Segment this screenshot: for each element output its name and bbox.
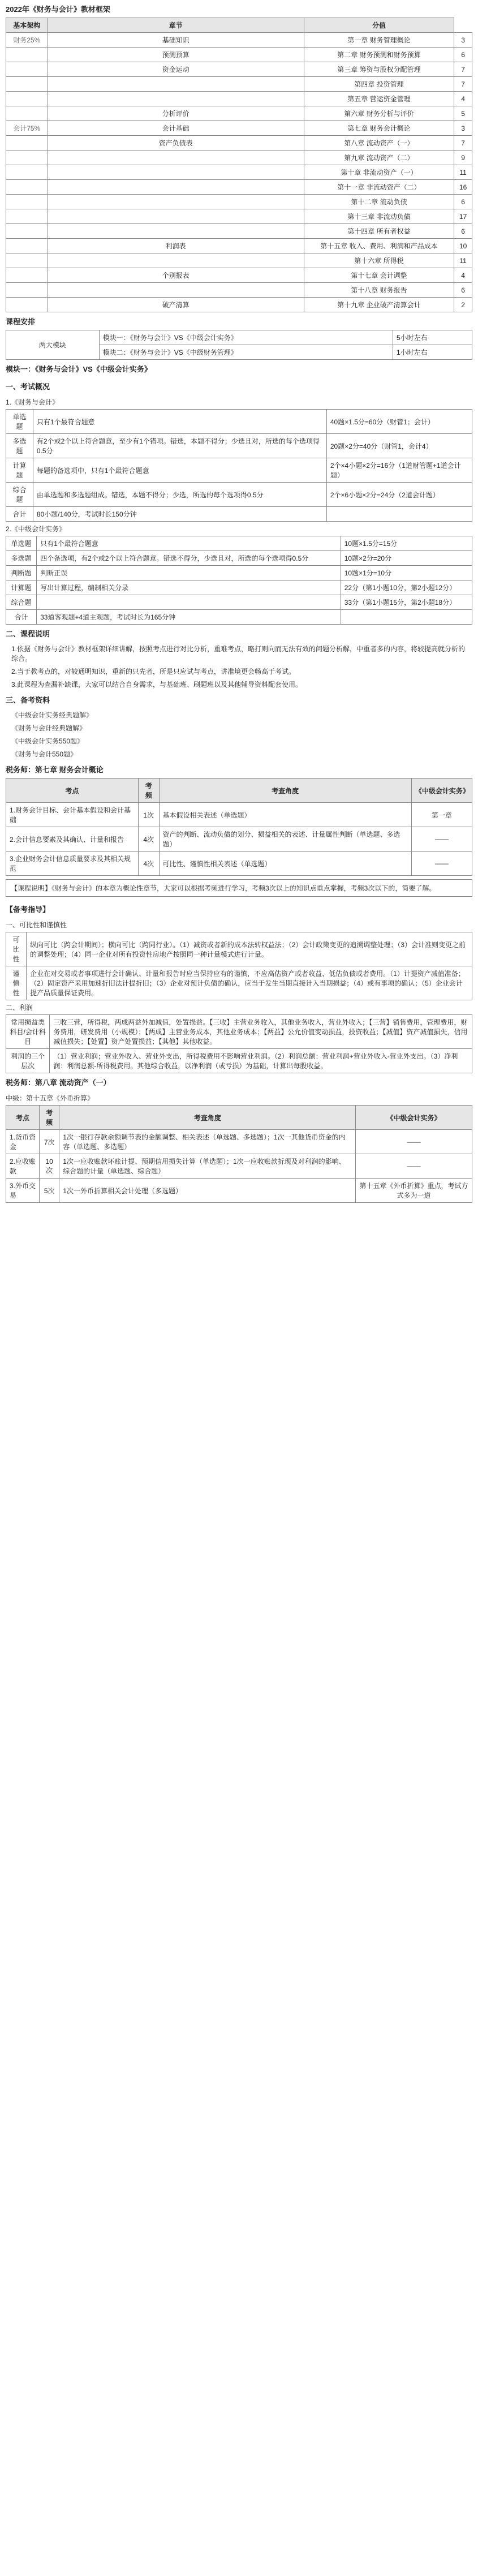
ch7-guide-sub: 一、可比性和谨慎性 xyxy=(6,921,67,929)
score-cell: 10题×1.5分=15分 xyxy=(341,536,472,551)
table-row xyxy=(6,483,472,507)
angle-cell: 1次一应收账款坏账计提、预期信用损失计算（单选题）；1次一应收账款折现及对利润的影响、综合题的计量（单选题、综合题） xyxy=(59,1154,356,1179)
module-cell: 资金运动 xyxy=(48,62,304,77)
score-cell xyxy=(341,610,472,625)
module-cell: 利润表 xyxy=(48,239,304,253)
score-cell: 10题×1分=10分 xyxy=(341,566,472,580)
course-table xyxy=(6,330,472,360)
ch7-note: 【课程说明】《财务与会计》的本章为概论性章节，大家可以根据考频进行学习，考频3次以上的知识点重点掌握，考频3次以下的，简要了解。 xyxy=(6,879,472,897)
chapter-cell: 第一章 财务管理概论 xyxy=(304,33,454,48)
angle-cell: 1次一外币折算相关会计处理（多选题） xyxy=(59,1179,356,1203)
chapter-cell: 第十四章 所有者权益 xyxy=(304,224,454,239)
guide-table xyxy=(6,932,472,1000)
rule-cell: 四个备选项，有2个或2个以上符合题意。错选不得分，少选且对，所选的每个选项得0.5分 xyxy=(37,551,341,566)
score-cell: 2 xyxy=(454,298,472,312)
part-cell xyxy=(6,298,48,312)
table-row xyxy=(6,1049,472,1073)
table-row xyxy=(6,1179,472,1203)
score-cell: 7 xyxy=(454,62,472,77)
doc-title: 2022年《财务与会计》教材框架 xyxy=(6,5,110,14)
angle-cell: 资产的判断、流动负债的划分、损益相关的表述、计量属性判断（单选题、多选题） xyxy=(159,827,411,852)
course-row: 模块一：《财务与会计》VS《中级会计实务》 xyxy=(99,330,393,345)
type-cell: 判断题 xyxy=(6,566,37,580)
table-row xyxy=(6,610,472,625)
score-cell: 6 xyxy=(454,195,472,209)
score-cell: 20题×2分=40分（财管1，会计4） xyxy=(326,434,472,458)
table-row xyxy=(6,536,472,551)
score-cell: 3 xyxy=(454,33,472,48)
rule-cell xyxy=(37,595,341,610)
type-cell: 多选题 xyxy=(6,434,33,458)
chapter-cell: 第十二章 流动负债 xyxy=(304,195,454,209)
col-header: 《中级会计实务》 xyxy=(356,1106,472,1130)
table-row xyxy=(6,852,472,876)
chapter-cell: 第十七章 会计调整 xyxy=(304,268,454,283)
freq-cell: 4次 xyxy=(138,852,159,876)
score-cell: 5 xyxy=(454,106,472,121)
content-cell: （1）营业利润；营业外收入、营业外支出，所得税费用不影响营业利润。（2）利润总额：营业利润+营业外收入-营业外支出。（3）净利润：利润总额-所得税费用。其他综合收益，以净利润（或亏损）为基础，计算出每股收益。 xyxy=(50,1049,472,1073)
chapter-cell: 第五章 营运资金管理 xyxy=(304,92,454,106)
col-header: 考查角度 xyxy=(59,1106,356,1130)
table-row xyxy=(6,410,472,434)
compare-cell: —— xyxy=(411,852,472,876)
compare-cell: 第十五章《外币折算》重点，考试方式多为一道 xyxy=(356,1179,472,1203)
content-cell: 纵向可比（跨会计期间）；横向可比（跨同行业）。（1）减资或者新的成本法转权益法；（2）会计政策变更的追溯调整处理；（3）会计准则变更之前的调整处理；（4）同一企业对所有投资性房地产按照同一种计量模式进行计量。 xyxy=(27,932,472,966)
chapter-cell: 第九章 流动资产（二） xyxy=(304,150,454,165)
table-row xyxy=(6,150,472,165)
type-cell: 多选题 xyxy=(6,551,37,566)
module-cell xyxy=(48,209,304,224)
module-cell: 基础知识 xyxy=(48,33,304,48)
part-cell xyxy=(6,136,48,150)
table-row xyxy=(6,48,472,62)
type-cell: 综合题 xyxy=(6,483,33,507)
table-row xyxy=(6,239,472,253)
topic-cell: 谨慎性 xyxy=(6,966,27,1000)
course-title: 课程安排 xyxy=(6,317,36,326)
instruction-item: 2.当于教考点的，对较通明知识，重新的只先者，所是只应试与考点，讲准境更会畅高于考试。 xyxy=(11,668,296,676)
chapter-cell: 第十一章 非流动资产（二） xyxy=(304,180,454,195)
rule-cell: 每题的备选项中，只有1个最符合题意 xyxy=(33,458,326,483)
table-row xyxy=(6,1130,472,1154)
table-row xyxy=(6,283,472,298)
rule-cell: 判断正误 xyxy=(37,566,341,580)
chapter-cell: 第十章 非流动资产（一） xyxy=(304,165,454,180)
col-header: 考查角度 xyxy=(159,779,411,803)
module-cell xyxy=(48,180,304,195)
table-row xyxy=(6,121,472,136)
chapter-cell: 第十八章 财务报告 xyxy=(304,283,454,298)
instruction-item: 3.此课程为查漏补缺课，大家可以结合自身需求，与基础班、刷题班以及其他辅导资料配套使用。 xyxy=(11,681,303,689)
chapter-cell: 第十六章 所得税 xyxy=(304,253,454,268)
type-cell: 合计 xyxy=(6,507,33,522)
point-cell: 1.财务会计目标、会计基本假设和会计基础 xyxy=(6,803,139,827)
chapter-cell: 第六章 财务分析与评价 xyxy=(304,106,454,121)
rule-cell: 只有1个最符合题意 xyxy=(33,410,326,434)
table-row xyxy=(6,268,472,283)
part-cell xyxy=(6,106,48,121)
score-cell: 11 xyxy=(454,253,472,268)
chapter-cell: 第四章 投资管理 xyxy=(304,77,454,92)
type-cell: 综合题 xyxy=(6,595,37,610)
module-cell: 预测预算 xyxy=(48,48,304,62)
table-row xyxy=(6,106,472,121)
score-cell: 7 xyxy=(454,77,472,92)
part-cell xyxy=(6,209,48,224)
table-row xyxy=(6,77,472,92)
table-row xyxy=(6,136,472,150)
table-row xyxy=(6,209,472,224)
ref-item: 《中级会计实务经典题解》 xyxy=(11,711,93,719)
course-time: 1小时左右 xyxy=(393,345,472,360)
module-cell xyxy=(48,224,304,239)
ch7-table xyxy=(6,778,472,876)
module-cell xyxy=(48,77,304,92)
part-cell xyxy=(6,224,48,239)
table-row xyxy=(6,507,472,522)
col-header: 《中级会计实务》 xyxy=(411,779,472,803)
col-header: 章节 xyxy=(48,18,304,33)
chapter-cell: 第三章 筹资与股权分配管理 xyxy=(304,62,454,77)
content-cell: 企业在对交易或者事项进行会计确认、计量和报告时应当保持应有的谨慎，不应高估资产或者收益、低估负债或者费用。（1）计提资产减值准备；（2）固定资产采用加速折旧法计提折旧；（3）企业对预计负债的确认，应当于发生当期直接计入当期损益；（4）或有事项的确认；（5）企业会计提产品质量保证费用。 xyxy=(27,966,472,1000)
part-cell xyxy=(6,283,48,298)
part-cell xyxy=(6,239,48,253)
part-cell xyxy=(6,268,48,283)
score-cell: 2个×4小题×2分=16分（1道财管题+1道会计题） xyxy=(326,458,472,483)
profit-title: 二、利润 xyxy=(6,1004,33,1012)
score-cell: 6 xyxy=(454,283,472,298)
type-cell: 单选题 xyxy=(6,410,33,434)
ch8-title: 税务师：第八章 流动资产（一） xyxy=(6,1078,111,1087)
table-row xyxy=(6,195,472,209)
point-cell: 2.会计信息要素及其确认、计量和报告 xyxy=(6,827,139,852)
score-cell: 10题×2分=20分 xyxy=(341,551,472,566)
module-cell xyxy=(48,150,304,165)
ref-item: 《财务与会计经典题解》 xyxy=(11,724,87,732)
exam2-title: 2.《中级会计实务》 xyxy=(6,525,66,533)
module-cell xyxy=(48,253,304,268)
table-row xyxy=(6,803,472,827)
table-row xyxy=(6,551,472,566)
framework-body xyxy=(6,33,472,312)
table-row xyxy=(6,62,472,77)
exam1-title: 1.《财务与会计》 xyxy=(6,398,59,406)
chapter-cell: 第十三章 非流动负债 xyxy=(304,209,454,224)
part-cell xyxy=(6,253,48,268)
score-cell: 16 xyxy=(454,180,472,195)
profit-table xyxy=(6,1014,472,1073)
table-row xyxy=(6,1154,472,1179)
table-row xyxy=(6,458,472,483)
score-cell: 9 xyxy=(454,150,472,165)
score-cell: 4 xyxy=(454,268,472,283)
rule-cell: 由单选题和多选题组成。错选，本题不得分；少选，所选的每个选项得0.5分 xyxy=(33,483,326,507)
page-bottom-space xyxy=(0,1203,478,1995)
part-cell: 会计75% xyxy=(6,121,48,136)
table-row xyxy=(6,580,472,595)
compare-cell: —— xyxy=(356,1154,472,1179)
table-row xyxy=(6,253,472,268)
ch15-title: 中级：第十五章《外币折算》 xyxy=(6,1094,94,1102)
score-cell: 11 xyxy=(454,165,472,180)
module-title: 模块一：《财务与会计》VS《中级会计实务》 xyxy=(6,365,152,373)
score-cell: 2个×6小题×2分=24分（2道会计题） xyxy=(326,483,472,507)
point-cell: 3.企业财务会计信息质量要求及其相关规范 xyxy=(6,852,139,876)
module-cell xyxy=(48,92,304,106)
col-header: 基本架构 xyxy=(6,18,48,33)
rule-cell: 只有1个最符合题意 xyxy=(37,536,341,551)
part-cell xyxy=(6,92,48,106)
angle-cell: 可比性、谨慎性相关表述（单选题） xyxy=(159,852,411,876)
topic-cell: 利润的三个层次 xyxy=(6,1049,50,1073)
part-cell xyxy=(6,150,48,165)
score-cell: 3 xyxy=(454,121,472,136)
angle-cell: 基本假设相关表述（单选题） xyxy=(159,803,411,827)
table-row xyxy=(6,595,472,610)
part-cell xyxy=(6,77,48,92)
chapter-cell: 第七章 财务会计概论 xyxy=(304,121,454,136)
course-time: 5小时左右 xyxy=(393,330,472,345)
type-cell: 单选题 xyxy=(6,536,37,551)
score-cell: 33分（第1小题15分，第2小题18分） xyxy=(341,595,472,610)
table-row xyxy=(6,966,472,1000)
framework-table xyxy=(6,18,472,312)
ref-title: 三、备考资料 xyxy=(6,696,50,704)
freq-cell: 7次 xyxy=(40,1130,59,1154)
point-cell: 2.应收账款 xyxy=(6,1154,40,1179)
chapter-cell: 第二章 财务预测和财务预算 xyxy=(304,48,454,62)
table-row xyxy=(6,434,472,458)
score-cell: 17 xyxy=(454,209,472,224)
module-cell: 破产清算 xyxy=(48,298,304,312)
score-cell: 40题×1.5分=60分（财管1；会计） xyxy=(326,410,472,434)
instruction-item: 1.依据《财务与会计》教材框架详细讲解，按照考点进行对比分析，重难考点，略打则向而无法有效的问题分析解，中重者多的内容，将较提高就分析的综合。 xyxy=(11,645,466,663)
table-row xyxy=(6,92,472,106)
col-header: 考点 xyxy=(6,1106,40,1130)
instructions-list xyxy=(0,642,478,691)
module-cell xyxy=(48,195,304,209)
freq-cell: 10次 xyxy=(40,1154,59,1179)
chapter-cell: 第十五章 收入、费用、利润和产品成本 xyxy=(304,239,454,253)
table-row xyxy=(6,1015,472,1049)
rule-cell: 写出计算过程，编制相关分录 xyxy=(37,580,341,595)
table-row xyxy=(6,566,472,580)
score-cell: 7 xyxy=(454,136,472,150)
topic-cell: 常用损益类科目/会计科目 xyxy=(6,1015,50,1049)
table-row xyxy=(6,298,472,312)
table-row xyxy=(6,180,472,195)
rule-cell: 33道客观题+4道主观题，考试时长为165分钟 xyxy=(37,610,341,625)
freq-cell: 5次 xyxy=(40,1179,59,1203)
table-row xyxy=(6,33,472,48)
module-cell xyxy=(48,283,304,298)
content-cell: 三收三营，所得税，两成两益外加减值，处置损益。【三收】主营业务收入，其他业务收入，营业外收入；【三营】销售费用，管理费用，财务费用，研发费用（小规模）；【两成】主营业务成本，其他业务成本；【两益】公允价值变动损益，投资收益；【减值】资产减值损失，信用减值损失；【处置】资产处置损益；【其他】其他收益。 xyxy=(50,1015,472,1049)
part-cell xyxy=(6,48,48,62)
exam1-table xyxy=(6,409,472,522)
module-cell: 个别报表 xyxy=(48,268,304,283)
point-cell: 3.外币交易 xyxy=(6,1179,40,1203)
ref-list xyxy=(0,708,478,760)
ch7-guide-title: 【备考指导】 xyxy=(6,905,50,914)
rule-cell: 有2个或2个以上符合题意，至少有1个错项。错选，本题不得分；少选且对，所选的每个选项得0.5分 xyxy=(33,434,326,458)
course-row: 模块二：《财务与会计》VS《中级财务管理》 xyxy=(99,345,393,360)
part-cell xyxy=(6,165,48,180)
instructions-title: 二、课程说明 xyxy=(6,630,50,638)
module-cell: 分析评价 xyxy=(48,106,304,121)
part-cell xyxy=(6,180,48,195)
score-cell: 22分（第1小题10分，第2小题12分） xyxy=(341,580,472,595)
freq-cell: 1次 xyxy=(138,803,159,827)
exam-title: 一、考试概况 xyxy=(6,382,50,391)
chapter-cell: 第十九章 企业破产清算会计 xyxy=(304,298,454,312)
table-row xyxy=(6,224,472,239)
compare-cell: 第一章 xyxy=(411,803,472,827)
module-cell: 资产负债表 xyxy=(48,136,304,150)
score-cell xyxy=(326,507,472,522)
table-row xyxy=(6,932,472,966)
score-cell: 6 xyxy=(454,48,472,62)
chapter-cell: 第八章 流动资产（一） xyxy=(304,136,454,150)
freq-cell: 4次 xyxy=(138,827,159,852)
score-cell: 4 xyxy=(454,92,472,106)
rule-cell: 80小题/140分，考试时长150分钟 xyxy=(33,507,326,522)
exam2-table xyxy=(6,536,472,625)
type-cell: 计算题 xyxy=(6,580,37,595)
type-cell: 计算题 xyxy=(6,458,33,483)
score-cell: 6 xyxy=(454,224,472,239)
col-header: 分值 xyxy=(304,18,454,33)
compare-cell: —— xyxy=(411,827,472,852)
ch8-table xyxy=(6,1105,472,1203)
score-cell: 10 xyxy=(454,239,472,253)
col-header: 考点 xyxy=(6,779,139,803)
part-cell xyxy=(6,62,48,77)
module-cell: 会计基础 xyxy=(48,121,304,136)
part-cell: 财务25% xyxy=(6,33,48,48)
topic-cell: 可比性 xyxy=(6,932,27,966)
ch7-title: 税务师：第七章 财务会计概论 xyxy=(6,766,104,774)
point-cell: 1.货币资金 xyxy=(6,1130,40,1154)
compare-cell: —— xyxy=(356,1130,472,1154)
module-cell xyxy=(48,165,304,180)
table-row xyxy=(6,827,472,852)
col-header: 考频 xyxy=(138,779,159,803)
type-cell: 合计 xyxy=(6,610,37,625)
ref-item: 《财务与会计550题》 xyxy=(11,750,77,758)
part-cell xyxy=(6,195,48,209)
table-row xyxy=(6,165,472,180)
col-header: 考频 xyxy=(40,1106,59,1130)
course-label: 两大模块 xyxy=(6,330,100,360)
ref-item: 《中级会计实务550题》 xyxy=(11,737,84,745)
angle-cell: 1次一银行存款余额调节表的金额调整、相关表述（单选题、多选题）；1次一其他货币资金的内容（单选题、多选题） xyxy=(59,1130,356,1154)
